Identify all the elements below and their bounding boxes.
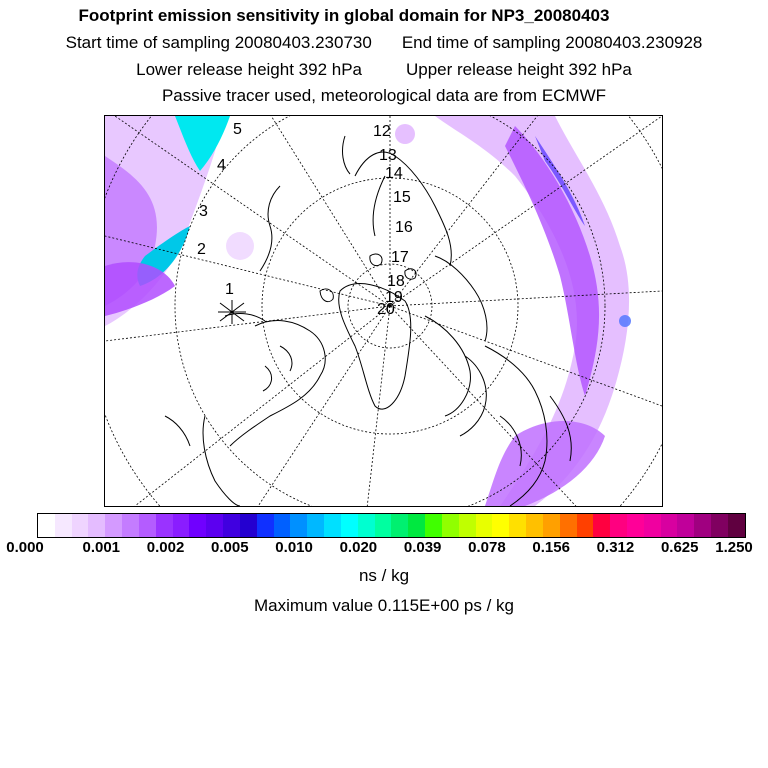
track-label: 19 <box>385 289 403 306</box>
colorbar-cell <box>593 514 610 537</box>
colorbar-cell <box>492 514 509 537</box>
colorbar-cell <box>694 514 711 537</box>
upper-release-height: Upper release height 392 hPa <box>406 60 632 79</box>
colorbar-tick-labels <box>0 539 768 559</box>
colorbar-cell <box>72 514 89 537</box>
colorbar-cell <box>526 514 543 537</box>
plume-patch <box>619 315 631 327</box>
colorbar-cell <box>442 514 459 537</box>
colorbar-tick-label: 0.002 <box>146 539 185 556</box>
colorbar-cell <box>577 514 594 537</box>
track-label: 4 <box>217 157 226 174</box>
track-label: 15 <box>393 189 411 206</box>
track-label: 16 <box>395 219 413 236</box>
colorbar-cell <box>55 514 72 537</box>
colorbar-tick-label: 0.312 <box>596 539 635 556</box>
colorbar-cell <box>459 514 476 537</box>
tracer-note: Passive tracer used, meteorological data are from ECMWF <box>161 86 607 105</box>
colorbar-cell <box>206 514 223 537</box>
colorbar-cell <box>661 514 678 537</box>
colorbar-cell <box>627 514 644 537</box>
release-height-row <box>0 60 768 80</box>
colorbar-cell <box>677 514 694 537</box>
track-label: 17 <box>391 249 409 266</box>
colorbar-tick-label: 1.250 <box>715 539 753 556</box>
colorbar-tick-label: 0.078 <box>468 539 506 556</box>
colorbar-cell <box>425 514 442 537</box>
colorbar-tick-label: 0.010 <box>275 539 313 556</box>
colorbar-cell <box>139 514 156 537</box>
maximum-value: Maximum value 0.115E+00 ps / kg <box>253 596 514 615</box>
plume-south <box>485 421 605 506</box>
plume-patch <box>395 124 415 144</box>
meridian <box>245 306 390 506</box>
colorbar-cell <box>257 514 274 537</box>
colorbar-cell <box>307 514 324 537</box>
colorbar-tick-label: 0.001 <box>82 539 121 556</box>
colorbar-cell <box>509 514 526 537</box>
track-label: 13 <box>379 147 397 164</box>
meridian <box>265 116 390 306</box>
colorbar-cell <box>711 514 728 537</box>
colorbar <box>37 513 746 538</box>
colorbar-cell <box>543 514 560 537</box>
colorbar-cell <box>240 514 257 537</box>
colorbar-tick-label: 0.156 <box>532 539 570 556</box>
meridian <box>365 306 390 506</box>
track-label: 12 <box>373 123 391 140</box>
sensitivity-field <box>105 116 631 506</box>
sampling-time-row <box>0 33 768 53</box>
coast-canada <box>230 321 325 446</box>
colorbar-cell <box>173 514 190 537</box>
track-label: 14 <box>385 165 403 182</box>
colorbar-cell <box>644 514 661 537</box>
colorbar-cell <box>391 514 408 537</box>
colorbar-cell <box>88 514 105 537</box>
track-labels <box>197 121 413 318</box>
colorbar-cell <box>375 514 392 537</box>
colorbar-cell <box>122 514 139 537</box>
colorbar-cell <box>560 514 577 537</box>
colorbar-cell <box>223 514 240 537</box>
colorbar-cell <box>358 514 375 537</box>
start-time: Start time of sampling 20080403.230730 <box>65 33 372 52</box>
colorbar-tick-label: 0.625 <box>660 539 699 556</box>
track-label: 5 <box>233 121 242 138</box>
colorbar-cell <box>156 514 173 537</box>
colorbar-tick-label: 0.039 <box>403 539 442 556</box>
colorbar-tick-label: 0.005 <box>211 539 249 556</box>
plot-title: Footprint emission sensitivity in global domain for NP3_20080403 <box>78 6 610 25</box>
colorbar-cell <box>476 514 493 537</box>
track-label: 18 <box>387 273 405 290</box>
meridian <box>135 306 390 506</box>
release-location-marker <box>218 300 246 324</box>
colorbar-cell <box>290 514 307 537</box>
colorbar-cell <box>189 514 206 537</box>
track-label: 3 <box>199 203 208 220</box>
colorbar-cell <box>274 514 291 537</box>
coast-scandinavia <box>425 316 486 436</box>
plume-patch <box>226 232 254 260</box>
colorbar-cell <box>324 514 341 537</box>
colorbar-cell <box>728 514 745 537</box>
colorbar-unit: ns / kg <box>358 566 410 585</box>
end-time: End time of sampling 20080403.230928 <box>401 33 703 52</box>
track-label: 2 <box>197 241 206 258</box>
colorbar-cell <box>38 514 55 537</box>
lower-release-height: Lower release height 392 hPa <box>136 60 362 79</box>
coast-siberia <box>355 152 487 341</box>
meridian <box>105 306 390 341</box>
track-label: 20 <box>377 301 395 318</box>
footprint-map <box>104 115 663 507</box>
coast-america-west <box>165 416 240 506</box>
colorbar-tick-label: 0.000 <box>6 539 44 556</box>
colorbar-cell <box>610 514 627 537</box>
colorbar-cell <box>408 514 425 537</box>
map-canvas <box>105 116 662 506</box>
colorbar-cell <box>341 514 358 537</box>
colorbar-tick-label: 0.020 <box>339 539 378 556</box>
colorbar-cell <box>105 514 122 537</box>
track-label: 1 <box>225 281 234 298</box>
